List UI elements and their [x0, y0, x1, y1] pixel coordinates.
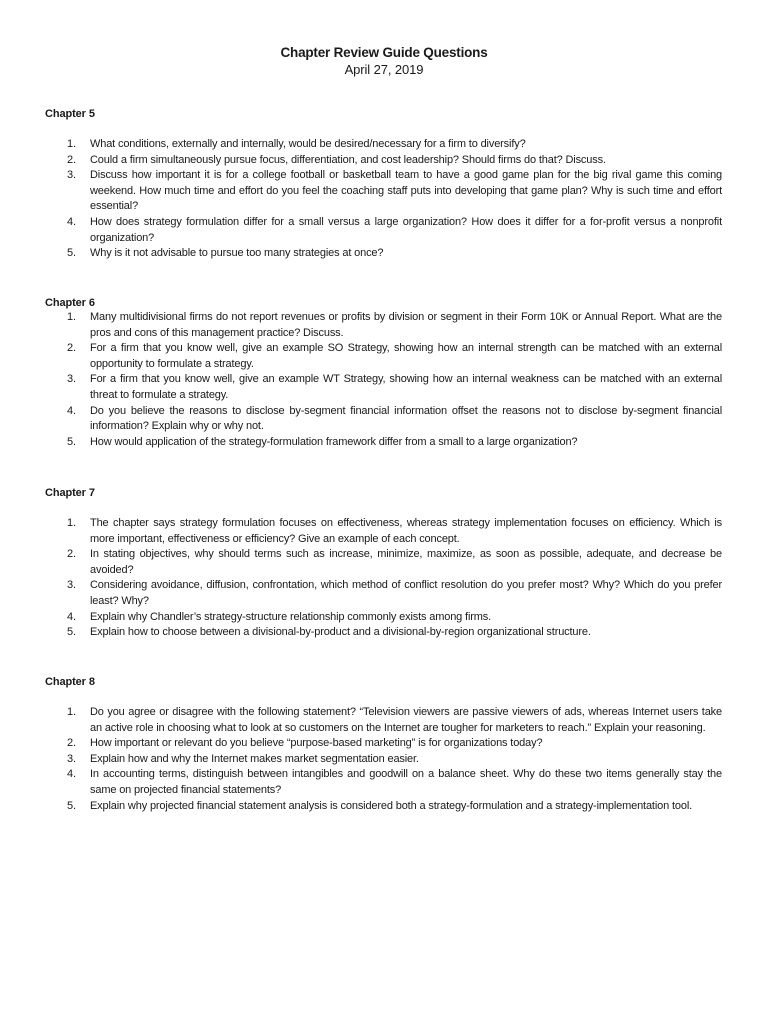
chapter-heading: Chapter 7: [45, 487, 95, 499]
question-text: Considering avoidance, diffusion, confrontation, which method of conflict resolution do you prefer most? Why? Which do you prefer least? Why?: [90, 579, 722, 607]
question-item: 3. Discuss how important it is for a college football or basketball team to have a good game plan for the big rival game this coming weekend. How much time and effort do you feel the coaching staff puts into developing that game plan? Why is such time and effort essential?: [67, 169, 722, 213]
question-item: 3. Considering avoidance, diffusion, confrontation, which method of conflict resolution do you prefer most? Why? Which do you prefer least? Why?: [67, 579, 722, 607]
question-list: [45, 137, 722, 262]
chapter-heading: Chapter 6: [45, 297, 95, 309]
question-text: Discuss how important it is for a college football or basketball team to have a good game plan for the big rival game this coming weekend. How much time and effort do you feel the coaching staff puts into developing that game plan? Why is such time and effort essential?: [90, 169, 722, 213]
question-text: Why is it not advisable to pursue too many strategies at once?: [90, 247, 384, 260]
question-text: Explain how and why the Internet makes market segmentation easier.: [90, 752, 419, 765]
question-item: 3. Explain how and why the Internet makes market segmentation easier.: [67, 752, 419, 765]
chapter-heading: Chapter 5: [45, 108, 95, 120]
chapter-7-section: [45, 487, 722, 641]
chapter-8-section: [45, 676, 722, 814]
question-list: [45, 705, 722, 814]
question-item: 4. Explain why Chandler’s strategy-structure relationship commonly exists among firms.: [67, 610, 492, 623]
question-item: 1. Many multidivisional firms do not report revenues or profits by division or segment in their Form 10K or Annual Report. What are the pros and cons of this management practice? Discuss.: [67, 311, 722, 339]
question-text: Many multidivisional firms do not report revenues or profits by division or segment in their Form 10K or Annual Report. What are the pros and cons of this management practice? Discuss.: [90, 311, 722, 339]
question-item: 1. The chapter says strategy formulation focuses on effectiveness, whereas strategy implementation focuses on efficiency. Which is more important, effectiveness or efficiency? Give an example of each concept.: [67, 517, 722, 545]
question-text: For a firm that you know well, give an example SO Strategy, showing how an internal strength can be matched with an external opportunity to formulate a strategy.: [90, 342, 722, 370]
question-item: 1. Do you agree or disagree with the following statement? “Television viewers are passive viewers of ads, whereas Internet users take an active role in choosing what to look at so customers on the Internet are tougher for marketers to reach.” Explain your reasoning.: [67, 706, 722, 734]
question-item: 2. Could a firm simultaneously pursue focus, differentiation, and cost leadership? Should firms do that? Discuss.: [67, 153, 606, 166]
question-text: Could a firm simultaneously pursue focus, differentiation, and cost leadership? Should firms do that? Discuss.: [90, 153, 606, 166]
question-item: 5. How would application of the strategy-formulation framework differ from a small to a large organization?: [67, 435, 578, 448]
question-text: Explain how to choose between a divisional-by-product and a divisional-by-region organizational structure.: [90, 626, 591, 639]
question-item: 2. How important or relevant do you believe “purpose-based marketing” is for organizations today?: [67, 737, 543, 750]
question-list: [45, 516, 722, 641]
question-item: 5. Explain why projected financial statement analysis is considered both a strategy-formulation and a strategy-implementation tool.: [67, 799, 693, 812]
question-item: 3. For a firm that you know well, give an example WT Strategy, showing how an internal weakness can be matched with an external threat to formulate a strategy.: [67, 373, 722, 401]
question-item: 4. Do you believe the reasons to disclose by-segment financial information offset the reasons not to disclose by-segment financial information? Explain why or why not.: [67, 404, 722, 433]
question-text: In stating objectives, why should terms such as increase, minimize, maximize, as soon as possible, adequate, and decrease be avoided?: [90, 548, 722, 576]
chapter-6-section: [45, 297, 722, 450]
question-text: Do you agree or disagree with the following statement? “Television viewers are passive viewers of ads, whereas Internet users take an active role in choosing what to look at so customers on the Internet are tougher for marketers to reach.” Explain your reasoning.: [90, 706, 722, 734]
question-item: 2. In stating objectives, why should terms such as increase, minimize, maximize, as soon as possible, adequate, and decrease be avoided?: [67, 548, 722, 576]
question-item: 5. Explain how to choose between a divisional-by-product and a divisional-by-region organizational structure.: [67, 626, 591, 639]
question-text: In accounting terms, distinguish between intangibles and goodwill on a balance sheet. Why do these two items generally stay the same on projected financial statements?: [90, 768, 722, 796]
question-text: How does strategy formulation differ for a small versus a large organization? How does it differ for a for-profit versus a nonprofit organization?: [90, 215, 722, 244]
question-list: [45, 310, 722, 450]
document-title: Chapter Review Guide Questions: [280, 45, 488, 60]
question-text: For a firm that you know well, give an example WT Strategy, showing how an internal weakness can be matched with an external threat to formulate a strategy.: [90, 373, 722, 401]
question-text: Explain why Chandler’s strategy-structure relationship commonly exists among firms.: [90, 610, 492, 623]
question-text: Do you believe the reasons to disclose by-segment financial information offset the reasons not to disclose by-segment financial information? Explain why or why not.: [90, 404, 722, 433]
question-text: How important or relevant do you believe “purpose-based marketing” is for organizations today?: [90, 737, 543, 750]
question-item: 5. Why is it not advisable to pursue too many strategies at once?: [67, 247, 384, 260]
question-text: What conditions, externally and internally, would be desired/necessary for a firm to diversify?: [90, 138, 526, 150]
question-item: 2. For a firm that you know well, give an example SO Strategy, showing how an internal strength can be matched with an external opportunity to formulate a strategy.: [67, 342, 722, 370]
question-text: The chapter says strategy formulation focuses on effectiveness, whereas strategy implementation focuses on efficiency. Which is more important, effectiveness or efficiency? Give an example of each concept.: [90, 517, 722, 545]
question-item: 1. What conditions, externally and internally, would be desired/necessary for a firm to diversify?: [67, 138, 526, 150]
chapter-5-section: [45, 108, 722, 262]
document-date: April 27, 2019: [344, 62, 424, 77]
question-item: 4. In accounting terms, distinguish between intangibles and goodwill on a balance sheet. Why do these two items generally stay the same on projected financial statements?: [67, 768, 722, 796]
question-item: 4. How does strategy formulation differ for a small versus a large organization? How does it differ for a for-profit versus a nonprofit organization?: [67, 215, 722, 244]
chapter-heading: Chapter 8: [45, 676, 95, 688]
question-text: Explain why projected financial statement analysis is considered both a strategy-formulation and a strategy-implementation tool.: [90, 799, 693, 812]
question-text: How would application of the strategy-formulation framework differ from a small to a large organization?: [90, 435, 578, 448]
